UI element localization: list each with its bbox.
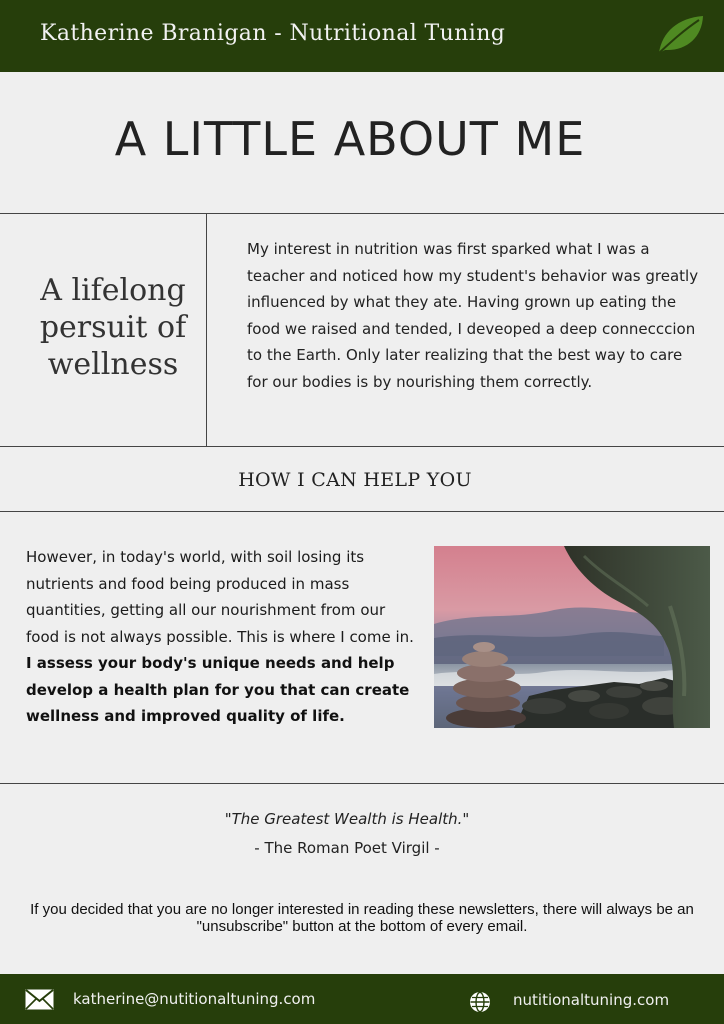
about-heading: A lifelong persuit of wellness	[39, 273, 187, 382]
help-paragraph	[26, 544, 418, 730]
help-emphasis-text: I assess your body's unique needs and help develop a health plan for you that can create wellness and improved quality of life.	[26, 654, 410, 725]
beach-stones-image	[434, 546, 710, 728]
unsubscribe-note: If you decided that you are no longer interested in reading these newsletters, there will always be an "unsubscribe" button at the bottom of every email.	[30, 901, 694, 935]
vertical-divider	[206, 213, 207, 446]
page-title: A LITTLE ABOUT ME	[114, 112, 586, 166]
quote-text: "The Greatest Wealth is Health."	[224, 810, 470, 828]
envelope-icon	[25, 989, 54, 1010]
about-paragraph: My interest in nutrition was first sparked what I was a teacher and noticed how my student's behavior was greatly influenced by what they ate. Having grown up eating the food we raised and tended, I deveoped a deep connecccion to the Earth. Only later realizing that the best way to care for our bodies is by nourishing them correctly.	[247, 240, 699, 391]
contact-email-link[interactable]: katherine@nutitionaltuning.com	[73, 990, 316, 1008]
website-link[interactable]: nutitionaltuning.com	[513, 991, 670, 1009]
stacked-stones-photo	[434, 546, 710, 728]
divider-line	[0, 213, 724, 214]
section-title: HOW I CAN HELP YOU	[238, 469, 472, 491]
header-bar	[0, 0, 724, 72]
help-body-text: However, in today's world, with soil losing its nutrients and food being produced in mass quantities, getting all our nourishment from our food is not always possible. This is where I come in.	[26, 548, 414, 646]
leaf-icon	[656, 14, 706, 56]
divider-line	[0, 511, 724, 512]
quote-author: - The Roman Poet Virgil -	[254, 839, 440, 857]
divider-line	[0, 446, 724, 447]
brand-name: Katherine Branigan - Nutritional Tuning	[40, 21, 506, 46]
globe-icon	[469, 991, 491, 1013]
divider-line	[0, 783, 724, 784]
footer-bar	[0, 974, 724, 1024]
